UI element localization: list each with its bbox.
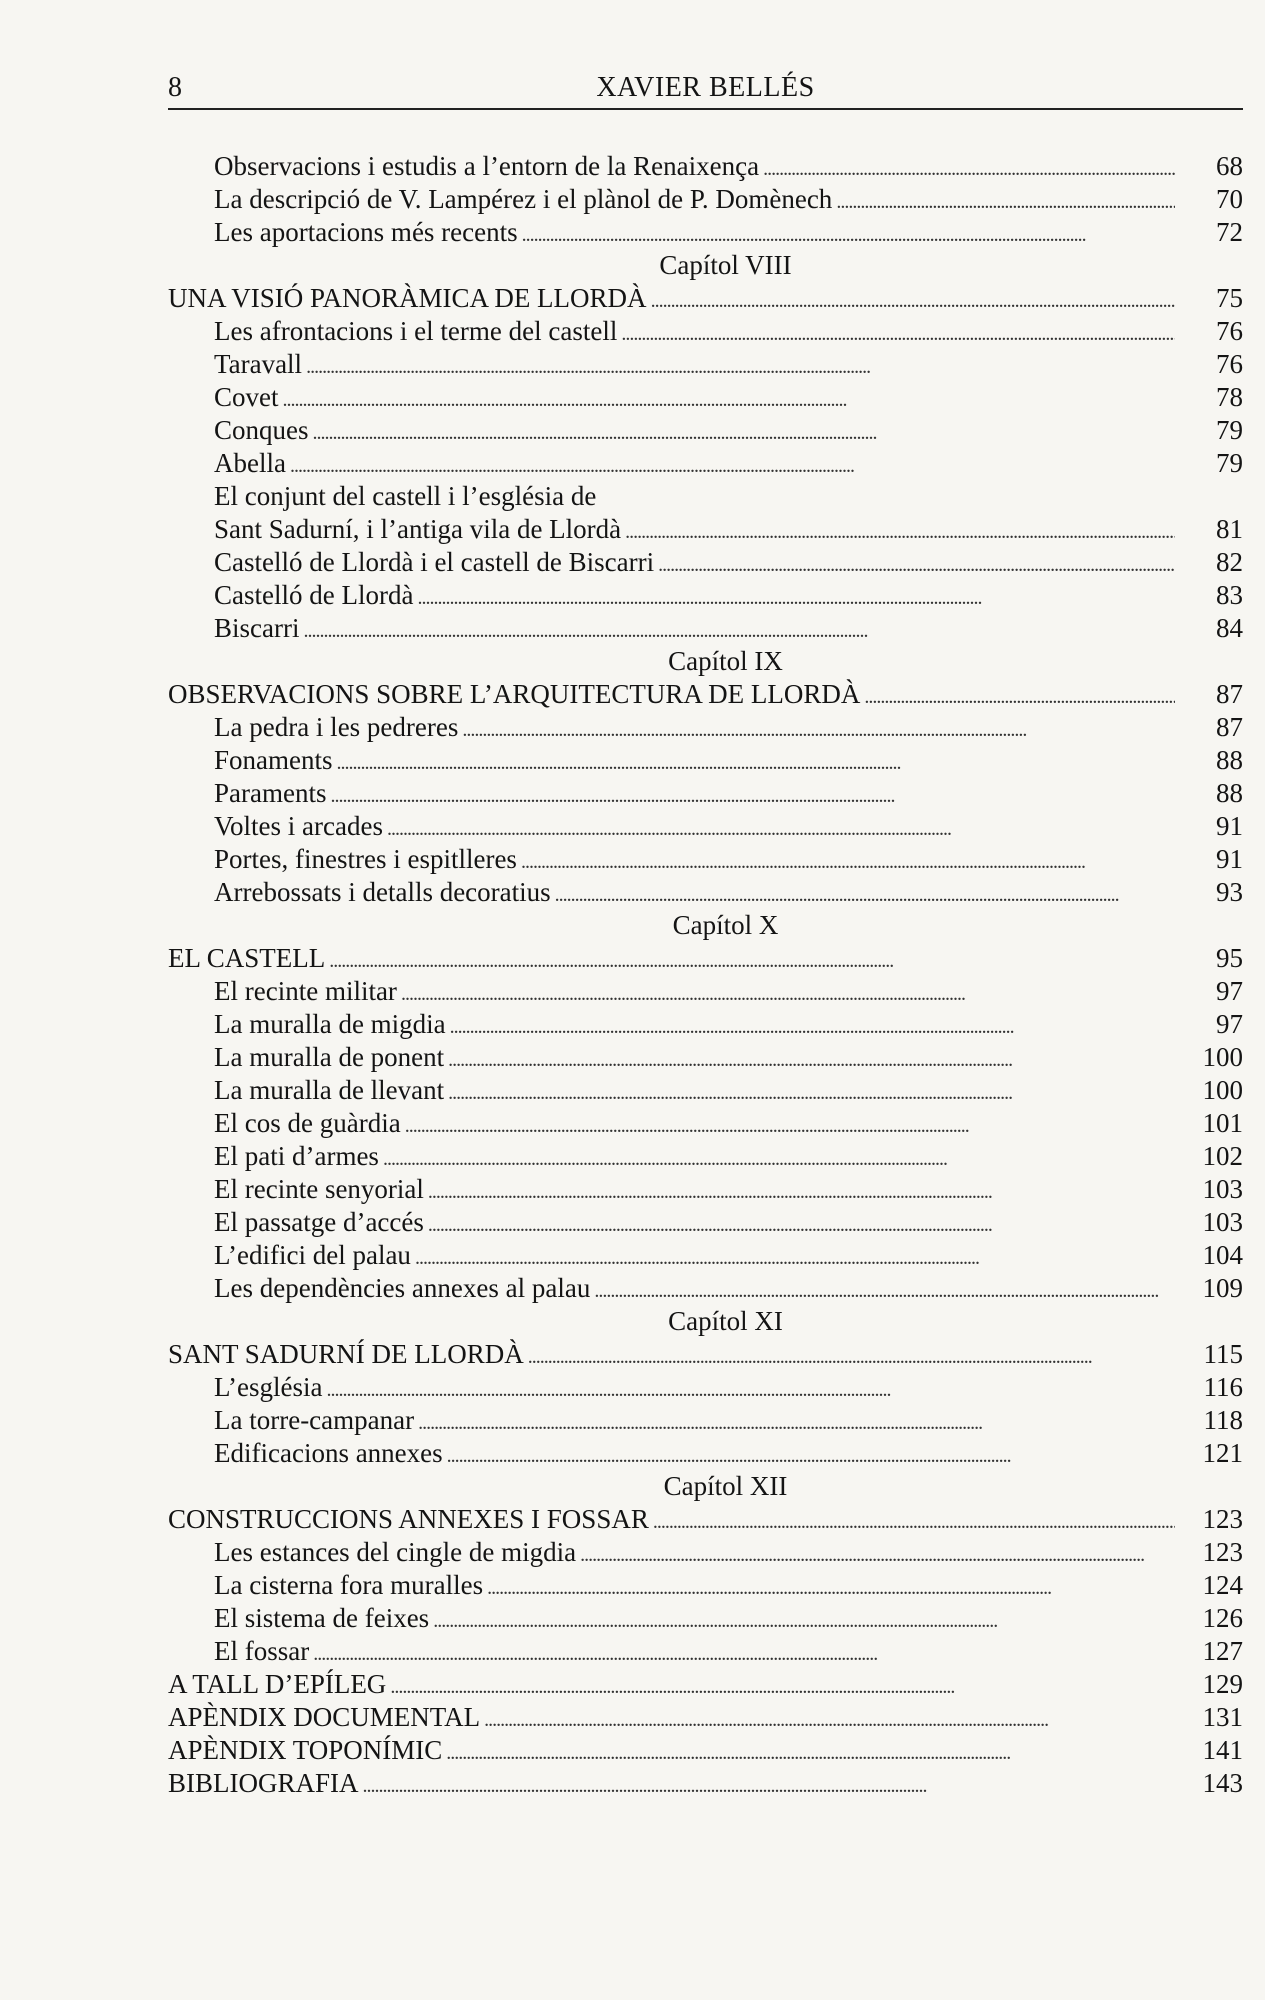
entry-title: Taravall <box>214 349 303 379</box>
toc-section-entry <box>168 1734 1243 1767</box>
entry-title: Abella <box>214 448 286 478</box>
toc-subsection-entry <box>168 843 1243 876</box>
entry-page-number: 115 <box>1203 1339 1243 1369</box>
toc-subsection-entry <box>168 315 1243 348</box>
chapter-heading: Capítol VIII <box>659 250 792 280</box>
entry-page-number: 88 <box>1216 778 1243 808</box>
dot-leader <box>625 513 1175 549</box>
toc-subsection-entry <box>168 1602 1243 1635</box>
toc-subsection-entry <box>168 150 1243 183</box>
entry-title: Fonaments <box>214 745 333 775</box>
dot-leader <box>555 876 1175 912</box>
toc-subsection-entry <box>168 381 1243 414</box>
entry-title: El recinte senyorial <box>214 1174 424 1204</box>
chapter-heading: Capítol IX <box>668 646 783 676</box>
dot-leader <box>651 282 1175 318</box>
entry-page-number: 95 <box>1216 943 1243 973</box>
table-of-contents <box>168 150 1243 1800</box>
toc-subsection-entry <box>168 1173 1243 1206</box>
dot-leader <box>433 1602 1175 1638</box>
entry-title: El recinte militar <box>214 976 397 1006</box>
toc-subsection-entry <box>168 876 1243 909</box>
entry-title: Castelló de Llordà <box>214 580 414 610</box>
toc-subsection-entry <box>168 480 1243 513</box>
entry-title: Biscarri <box>214 613 300 643</box>
toc-subsection-entry <box>168 777 1243 810</box>
entry-page-number: 91 <box>1216 844 1243 874</box>
entry-page-number: 75 <box>1216 283 1243 313</box>
toc-subsection-entry <box>168 1635 1243 1668</box>
entry-page-number: 84 <box>1216 613 1243 643</box>
entry-page-number: 79 <box>1216 448 1243 478</box>
dot-leader <box>383 1140 1175 1176</box>
entry-title: La muralla de migdia <box>214 1009 446 1039</box>
dot-leader <box>326 1371 1175 1407</box>
toc-section-entry <box>168 942 1243 975</box>
entry-title: Les aportacions més recents <box>214 217 518 247</box>
dot-leader <box>401 975 1175 1011</box>
dot-leader <box>528 1338 1175 1374</box>
entry-title: Portes, finestres i espitlleres <box>214 844 517 874</box>
entry-title: OBSERVACIONS SOBRE L’ARQUITECTURA DE LLORDÀ <box>168 679 861 709</box>
entry-title: Castelló de Llordà i el castell de Biscarri <box>214 547 655 577</box>
entry-title: La muralla de llevant <box>214 1075 445 1105</box>
dot-leader <box>303 612 1175 648</box>
entry-page-number: 127 <box>1202 1636 1243 1666</box>
entry-title: Les afrontacions i el terme del castell <box>214 316 618 346</box>
entry-page-number: 118 <box>1203 1405 1243 1435</box>
dot-leader <box>448 1041 1175 1077</box>
dot-leader <box>330 777 1175 813</box>
chapter-heading: Capítol XII <box>663 1471 788 1501</box>
dot-leader <box>580 1536 1175 1572</box>
toc-section-entry <box>168 678 1243 711</box>
entry-title: Paraments <box>214 778 327 808</box>
toc-subsection-entry <box>168 447 1243 480</box>
toc-subsection-entry <box>168 348 1243 381</box>
chapter-heading: Capítol X <box>672 910 779 940</box>
entry-page-number: 76 <box>1216 349 1243 379</box>
entry-page-number: 129 <box>1202 1669 1243 1699</box>
toc-subsection-entry <box>168 1371 1243 1404</box>
dot-leader <box>621 315 1175 351</box>
entry-page-number: 103 <box>1202 1174 1243 1204</box>
dot-leader <box>417 579 1175 615</box>
entry-title: Conques <box>214 415 309 445</box>
entry-title: El pati d’armes <box>214 1141 379 1171</box>
toc-subsection-entry <box>168 612 1243 645</box>
toc-subsection-entry <box>168 744 1243 777</box>
toc-section-entry <box>168 1503 1243 1536</box>
toc-subsection-entry <box>168 810 1243 843</box>
dot-leader <box>329 942 1175 978</box>
page-number: 8 <box>168 72 182 103</box>
entry-page-number: 68 <box>1216 151 1243 181</box>
dot-leader <box>405 1107 1175 1143</box>
entry-page-number: 109 <box>1202 1273 1243 1303</box>
toc-subsection-entry <box>168 1140 1243 1173</box>
entry-page-number: 143 <box>1202 1768 1243 1798</box>
entry-title: Observacions i estudis a l’entorn de la Renaixença <box>214 151 760 181</box>
dot-leader <box>462 711 1175 747</box>
chapter-heading: Capítol XI <box>668 1306 783 1336</box>
entry-page-number: 82 <box>1216 547 1243 577</box>
entry-page-number: 87 <box>1216 712 1243 742</box>
dot-leader <box>415 1239 1175 1275</box>
toc-subsection-entry <box>168 513 1243 546</box>
entry-page-number: 81 <box>1216 514 1243 544</box>
dot-leader <box>836 183 1175 219</box>
toc-section-entry <box>168 1767 1243 1800</box>
entry-title: Arrebossats i detalls decoratius <box>214 877 551 907</box>
toc-subsection-entry <box>168 546 1243 579</box>
header-rule <box>168 108 1243 110</box>
dot-leader <box>450 1008 1175 1044</box>
dot-leader <box>487 1569 1175 1605</box>
toc-subsection-entry <box>168 1536 1243 1569</box>
toc-subsection-entry <box>168 579 1243 612</box>
dot-leader <box>363 1767 1175 1803</box>
entry-page-number: 123 <box>1202 1504 1243 1534</box>
toc-subsection-entry <box>168 1041 1243 1074</box>
entry-title: La muralla de ponent <box>214 1042 445 1072</box>
toc-subsection-entry <box>168 183 1243 216</box>
toc-section-entry <box>168 1701 1243 1734</box>
entry-page-number: 141 <box>1202 1735 1243 1765</box>
dot-leader <box>522 216 1175 252</box>
toc-subsection-entry <box>168 1437 1243 1470</box>
toc-section-entry <box>168 1338 1243 1371</box>
entry-page-number: 123 <box>1202 1537 1243 1567</box>
entry-title: El passatge d’accés <box>214 1207 424 1237</box>
dot-leader <box>387 810 1175 846</box>
entry-page-number: 126 <box>1202 1603 1243 1633</box>
entry-page-number: 87 <box>1216 679 1243 709</box>
toc-subsection-entry <box>168 1272 1243 1305</box>
dot-leader <box>594 1272 1175 1308</box>
dot-leader <box>390 1668 1175 1704</box>
entry-title: Les dependències annexes al palau <box>214 1273 591 1303</box>
toc-subsection-entry <box>168 414 1243 447</box>
dot-leader <box>658 546 1175 582</box>
entry-title: L’edifici del palau <box>214 1240 411 1270</box>
dot-leader <box>864 678 1175 714</box>
entry-page-number: 131 <box>1202 1702 1243 1732</box>
entry-title: La torre-campanar <box>214 1405 415 1435</box>
entry-page-number: 100 <box>1202 1075 1243 1105</box>
toc-subsection-entry <box>168 1008 1243 1041</box>
entry-page-number: 91 <box>1216 811 1243 841</box>
toc-section-entry <box>168 282 1243 315</box>
entry-title: Sant Sadurní, i l’antiga vila de Llordà <box>214 514 622 544</box>
entry-page-number: 72 <box>1216 217 1243 247</box>
dot-leader <box>337 744 1176 780</box>
dot-leader <box>428 1206 1175 1242</box>
entry-title: La cisterna fora muralles <box>214 1570 484 1600</box>
entry-page-number: 93 <box>1216 877 1243 907</box>
entry-page-number: 70 <box>1216 184 1243 214</box>
entry-page-number: 121 <box>1202 1438 1243 1468</box>
dot-leader <box>448 1074 1175 1110</box>
entry-page-number: 124 <box>1202 1570 1243 1600</box>
dot-leader <box>428 1173 1175 1209</box>
page-header <box>168 66 1243 110</box>
entry-title: Edificacions annexes <box>214 1438 443 1468</box>
toc-subsection-entry <box>168 711 1243 744</box>
entry-page-number: 78 <box>1216 382 1243 412</box>
dot-leader <box>283 381 1176 417</box>
entry-page-number: 101 <box>1202 1108 1243 1138</box>
entry-page-number: 76 <box>1216 316 1243 346</box>
dot-leader <box>313 1635 1175 1671</box>
running-title: XAVIER BELLÉS <box>596 72 815 103</box>
entry-title: La descripció de V. Lampérez i el plànol de P. Domènech <box>214 184 833 214</box>
entry-page-number: 97 <box>1216 976 1243 1006</box>
toc-subsection-entry <box>168 1404 1243 1437</box>
entry-title: CONSTRUCCIONS ANNEXES I FOSSAR <box>168 1504 649 1534</box>
entry-title: UNA VISIÓ PANORÀMICA DE LLORDÀ <box>168 283 647 313</box>
entry-page-number: 83 <box>1216 580 1243 610</box>
entry-title: L’església <box>214 1372 323 1402</box>
entry-page-number: 103 <box>1202 1207 1243 1237</box>
entry-title: BIBLIOGRAFIA <box>168 1768 359 1798</box>
toc-subsection-entry <box>168 1074 1243 1107</box>
toc-subsection-entry <box>168 1569 1243 1602</box>
dot-leader <box>306 348 1175 384</box>
dot-leader <box>763 150 1175 186</box>
entry-title: EL CASTELL <box>168 943 326 973</box>
entry-page-number: 104 <box>1202 1240 1243 1270</box>
toc-subsection-entry <box>168 216 1243 249</box>
entry-title: Voltes i arcades <box>214 811 383 841</box>
entry-title: La pedra i les pedreres <box>214 712 459 742</box>
entry-page-number: 102 <box>1202 1141 1243 1171</box>
dot-leader <box>447 1437 1175 1473</box>
entry-page-number: 100 <box>1202 1042 1243 1072</box>
entry-title: APÈNDIX DOCUMENTAL <box>168 1702 481 1732</box>
dot-leader <box>418 1404 1175 1440</box>
toc-subsection-entry <box>168 1107 1243 1140</box>
entry-page-number: 88 <box>1216 745 1243 775</box>
entry-page-number: 79 <box>1216 415 1243 445</box>
dot-leader <box>653 1503 1175 1539</box>
entry-title: El fossar <box>214 1636 310 1666</box>
dot-leader <box>290 447 1175 483</box>
toc-subsection-entry <box>168 975 1243 1008</box>
entry-title: El cos de guàrdia <box>214 1108 401 1138</box>
dot-leader <box>446 1734 1175 1770</box>
entry-title: APÈNDIX TOPONÍMIC <box>168 1735 443 1765</box>
dot-leader <box>313 414 1176 450</box>
toc-section-entry <box>168 1668 1243 1701</box>
entry-title: Covet <box>214 382 279 412</box>
dot-leader <box>484 1701 1175 1737</box>
entry-title: A TALL D’EPÍLEG <box>168 1669 387 1699</box>
toc-subsection-entry <box>168 1239 1243 1272</box>
toc-subsection-entry <box>168 1206 1243 1239</box>
dot-leader <box>521 843 1175 879</box>
entry-page-number: 116 <box>1203 1372 1243 1402</box>
entry-page-number: 97 <box>1216 1009 1243 1039</box>
entry-title: El conjunt del castell i l’església de <box>214 481 597 511</box>
entry-title: Les estances del cingle de migdia <box>214 1537 577 1567</box>
entry-title: SANT SADURNÍ DE LLORDÀ <box>168 1339 524 1369</box>
entry-title: El sistema de feixes <box>214 1603 430 1633</box>
